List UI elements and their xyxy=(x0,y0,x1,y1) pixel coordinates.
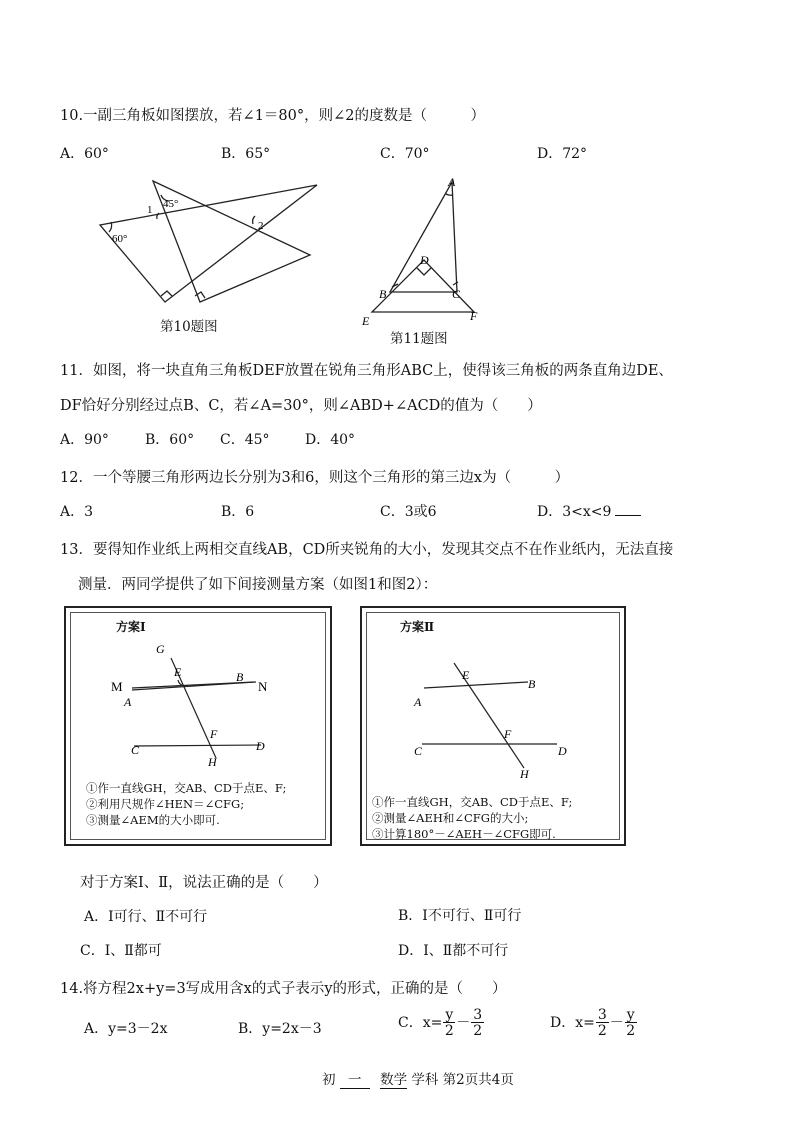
q13-option-c: C．Ⅰ、Ⅱ都可 xyxy=(80,943,162,959)
q10-label-45: 45° xyxy=(163,198,179,210)
footer-subject: 数学 xyxy=(380,1068,407,1089)
q13-option-a: A．Ⅰ可行、Ⅱ不可行 xyxy=(84,909,208,925)
plan1-title: 方案Ⅰ xyxy=(116,620,146,634)
plan1-label-m: M xyxy=(111,679,123,694)
plan2-step-2: ②测量∠AEH和∠CFG的大小; xyxy=(372,811,529,825)
plan1-label-d: D xyxy=(256,739,265,753)
q13-option-d: D．Ⅰ、Ⅱ都不可行 xyxy=(398,943,509,959)
q14-option-c-prefix: C．x= xyxy=(398,1015,443,1031)
plan2-step-1: ①作一直线GH，交AB、CD于点E、F; xyxy=(372,795,573,809)
q10-option-d: D．72° xyxy=(537,146,588,162)
q12-stem: 12．一个等腰三角形两边长分别为3和6，则这个三角形的第三边x为（ ） xyxy=(60,470,570,486)
q10-figure xyxy=(95,175,320,310)
q14-option-c-frac1 xyxy=(443,1008,455,1038)
plan2-label-d: D xyxy=(558,744,567,758)
q14-option-b: B．y=2x－3 xyxy=(238,1021,322,1037)
footer-page-info: 学科 第2页共4页 xyxy=(411,1072,514,1088)
plan1-label-h: H xyxy=(208,755,217,769)
q10-option-a: A．60° xyxy=(60,146,109,162)
q11-figure-caption: 第11题图 xyxy=(390,331,448,347)
q12-option-c: C．3或6 xyxy=(380,504,437,520)
q14-option-c-frac2 xyxy=(471,1008,484,1038)
q13-stem-line1: 13．要得知作业纸上两相交直线AB，CD所夹锐角的大小，发现其交点不在作业纸内，无法直接 xyxy=(60,542,674,558)
frac-numerator: y xyxy=(445,1007,454,1023)
frac-numerator: 3 xyxy=(473,1007,483,1023)
frac-denominator: 2 xyxy=(626,1023,636,1039)
q14-stem: 14.将方程2x+y=3写成用含x的式子表示y的形式，正确的是（ ） xyxy=(60,981,507,997)
plan2-label-b: B xyxy=(528,677,536,691)
footer-prefix: 初 xyxy=(322,1072,336,1088)
q14-option-d-frac1 xyxy=(596,1008,609,1038)
frac-denominator: 2 xyxy=(597,1023,607,1039)
q10-figure-caption: 第10题图 xyxy=(160,319,218,335)
q11-label-a: A xyxy=(448,175,456,189)
q11-option-b: B．60° xyxy=(145,432,195,448)
q13-stem-line2: 测量．两同学提供了如下间接测量方案（如图1和图2）： xyxy=(78,577,438,593)
plan2-label-c: C xyxy=(414,744,423,758)
q10-option-c: C．70° xyxy=(380,146,430,162)
q11-stem-line1: 11．如图，将一块直角三角板DEF放置在锐角三角形ABC上，使得该三角板的两条直角边DE、 xyxy=(60,363,673,379)
plan2-label-a: A xyxy=(414,695,422,709)
q11-label-d: D xyxy=(420,253,429,267)
plan2-step-3: ③计算180°－∠AEH－∠CFG即可. xyxy=(372,827,556,841)
plan1-box xyxy=(64,606,332,846)
q12-option-b: B．6 xyxy=(221,504,255,520)
q14-option-d-prefix: D．x= xyxy=(550,1015,595,1031)
frac-denominator: 2 xyxy=(444,1023,454,1039)
plan2-title: 方案Ⅱ xyxy=(400,620,435,634)
q11-label-f: F xyxy=(470,309,478,323)
plan2-label-e: E xyxy=(462,668,470,682)
plan1-label-e: E xyxy=(174,665,182,679)
q12-option-d xyxy=(537,501,645,521)
q10-option-b: B．65° xyxy=(221,146,271,162)
q11-stem-line2: DF恰好分别经过点B、C，若∠A=30°，则∠ABD+∠ACD的值为（ ） xyxy=(60,398,542,414)
plan2-box xyxy=(360,606,626,846)
q10-stem: 10.一副三角板如图摆放，若∠1＝80°，则∠2的度数是（ ） xyxy=(60,108,486,124)
q12-option-a: A．3 xyxy=(60,504,94,520)
plan1-label-g: G xyxy=(156,642,165,656)
q13-question: 对于方案Ⅰ、Ⅱ，说法正确的是（ ） xyxy=(80,875,328,891)
q14-option-c xyxy=(398,1008,485,1038)
q10-label-2: 2 xyxy=(258,220,264,232)
plan1-label-b: B xyxy=(236,670,244,684)
q11-option-c: C．45° xyxy=(220,432,270,448)
q11-option-a: A．90° xyxy=(60,432,109,448)
answer-blank xyxy=(615,503,641,516)
footer-grade: 一 xyxy=(340,1068,370,1089)
q11-figure xyxy=(360,172,490,327)
plan1-label-c: C xyxy=(131,743,140,757)
q12-option-d-text: D．3<x<9 xyxy=(537,504,612,520)
q14-option-d-frac2 xyxy=(625,1008,637,1038)
q11-label-b: B xyxy=(379,287,387,301)
plan1-label-a: A xyxy=(124,695,132,709)
q11-option-d: D．40° xyxy=(305,432,356,448)
q14-option-d xyxy=(550,1008,638,1038)
frac-numerator: 3 xyxy=(597,1007,607,1023)
q11-triangle-abc xyxy=(390,182,457,292)
q13-option-b: B．Ⅰ不可行、Ⅱ可行 xyxy=(398,908,522,924)
plan1-step-3: ③测量∠AEM的大小即可. xyxy=(86,813,220,827)
plan2-label-f: F xyxy=(504,727,512,741)
q11-label-e: E xyxy=(362,314,370,327)
plan1-label-n: N xyxy=(258,679,268,694)
q10-label-60: 60° xyxy=(112,233,128,245)
plan1-step-2: ②利用尺规作∠HEN＝∠CFG; xyxy=(86,797,245,811)
q11-label-c: C xyxy=(452,287,461,301)
page-footer xyxy=(322,1068,514,1089)
q14-option-c-minus: － xyxy=(456,1015,471,1031)
q10-label-1: 1 xyxy=(147,204,153,216)
q14-option-a: A．y=3－2x xyxy=(84,1021,168,1037)
frac-denominator: 2 xyxy=(473,1023,483,1039)
q11-triangle-def xyxy=(372,260,474,312)
q14-option-d-minus: － xyxy=(609,1015,624,1031)
plan1-label-f: F xyxy=(210,727,218,741)
frac-numerator: y xyxy=(626,1007,635,1023)
plan1-step-1: ①作一直线GH，交AB、CD于点E、F; xyxy=(86,781,287,795)
plan2-label-h: H xyxy=(520,767,529,781)
